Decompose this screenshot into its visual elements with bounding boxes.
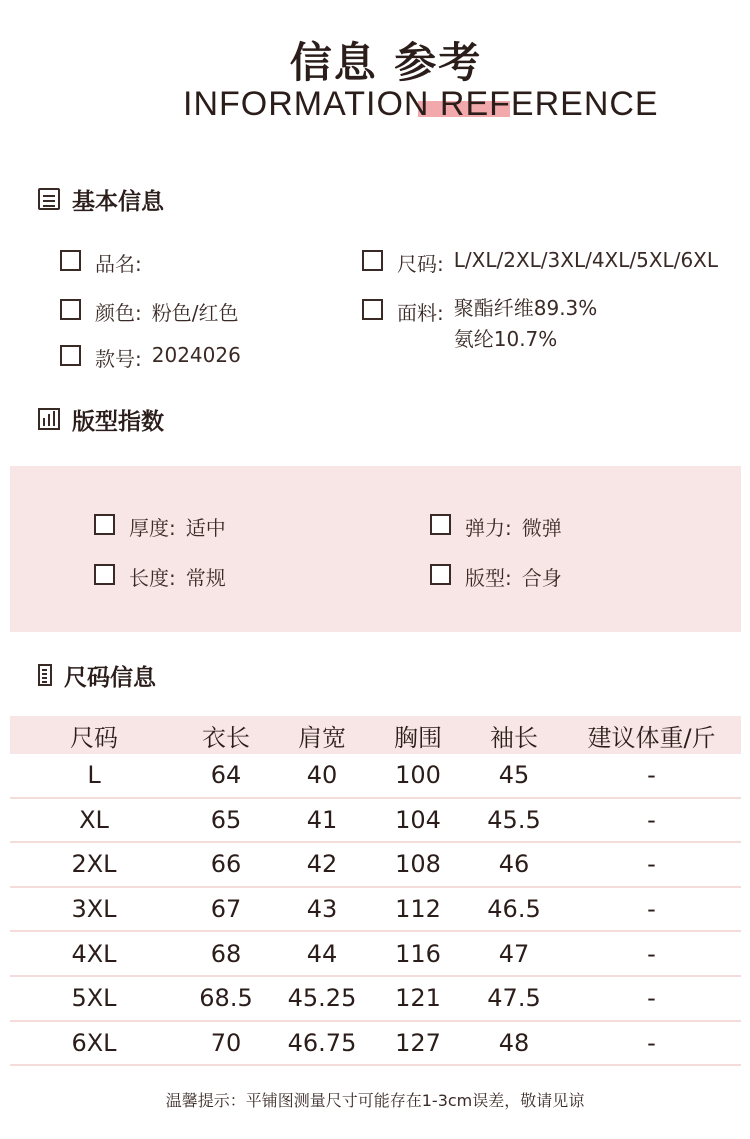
table-cell: 66 [210,850,242,879]
info-item-style-no [60,343,241,372]
table-cell: 2XL [71,850,117,879]
checkbox-icon [94,514,115,535]
table-cell: 6XL [71,1028,117,1057]
info-value: 粉色/红色 [151,301,239,325]
table-cell: - [647,805,656,834]
fabric-line: 聚酯纤维89.3% [453,296,598,320]
checkbox-icon [430,564,451,585]
table-cell: 42 [306,850,338,879]
table-cell: 41 [306,805,338,834]
page-title: 信息 参考 [289,38,483,87]
column-header: 衣长 [202,723,250,752]
info-item-fabric [362,297,597,355]
fit-value: 微弹 [521,516,562,540]
section-basic-info [38,184,164,214]
checkbox-icon [362,299,383,320]
fabric-value [454,293,598,355]
info-label: 款号: [95,347,142,371]
checkbox-icon [94,564,115,585]
document-icon [38,188,60,210]
checkbox-icon [362,250,383,271]
table-row [10,799,741,844]
subtitle-text: INFORMATION REFERENCE [183,85,659,123]
table-cell: 46.75 [287,1028,357,1057]
table-cell: 45 [498,761,530,790]
column-header: 袖长 [490,723,538,752]
info-label: 尺码: [397,252,444,276]
size-table [10,716,741,1066]
info-label: 面料: [397,301,444,325]
info-label: 颜色: [95,301,142,325]
fit-label: 长度: [129,566,176,590]
checkbox-icon [60,250,81,271]
table-cell: 121 [395,984,441,1013]
table-row [10,888,741,933]
fit-value: 适中 [185,516,226,540]
ruler-icon [38,664,52,686]
bar-chart-icon [38,408,60,430]
info-item-name [60,248,152,277]
table-cell: 5XL [71,984,117,1013]
info-value: 2024026 [151,343,241,367]
fit-label: 版型: [465,566,512,590]
fit-item-length [94,562,226,591]
fit-item-thickness [94,512,226,541]
table-row [10,843,741,888]
table-cell: 47 [498,939,530,968]
column-header: 肩宽 [298,723,346,752]
table-cell: 4XL [71,939,117,968]
fit-value: 常规 [185,566,226,590]
table-cell: 104 [395,805,441,834]
table-cell: 45.5 [487,805,541,834]
table-cell: - [647,1028,656,1057]
table-cell: 100 [395,761,441,790]
table-cell: 68.5 [199,984,253,1013]
table-body [10,754,741,1066]
section-size-info [38,660,156,690]
section-title-basic-info: 基本信息 [72,188,164,215]
section-title-size-info: 尺码信息 [64,664,156,691]
table-cell: 3XL [71,895,117,924]
table-cell: 46 [498,850,530,879]
footnote: 温馨提示：平铺图测量尺寸可能存在1-3cm误差，敬请见谅 [165,1091,585,1110]
table-cell: 116 [395,939,441,968]
table-cell: 40 [306,761,338,790]
page-subtitle [183,85,659,125]
table-cell: - [647,850,656,879]
checkbox-icon [430,514,451,535]
fit-index-panel [10,466,741,632]
fit-item-elasticity [430,512,562,541]
table-cell: 45.25 [287,984,357,1013]
checkbox-icon [60,299,81,320]
table-cell: - [647,939,656,968]
checkbox-icon [60,345,81,366]
column-header: 尺码 [70,723,118,752]
fabric-line: 氨纶10.7% [453,327,558,351]
table-cell: 67 [210,895,242,924]
column-header: 胸围 [394,723,442,752]
fit-label: 厚度: [129,516,176,540]
table-cell: 65 [210,805,242,834]
table-cell: 64 [210,761,242,790]
fit-value: 合身 [521,566,562,590]
table-cell: 108 [395,850,441,879]
table-cell: 47.5 [487,984,541,1013]
table-row [10,754,741,799]
table-cell: XL [79,805,109,834]
table-cell: 46.5 [487,895,541,924]
column-header: 建议体重/斤 [587,723,716,752]
table-cell: 127 [395,1028,441,1057]
info-label: 品名: [95,252,142,276]
table-cell: 48 [498,1028,530,1057]
fit-item-fit [430,562,562,591]
section-fit-index [38,404,164,434]
table-cell: L [87,761,101,790]
table-row [10,1022,741,1067]
info-item-size [362,248,718,277]
info-item-color [60,297,239,326]
table-cell: 68 [210,939,242,968]
section-title-fit-index: 版型指数 [72,408,164,435]
table-header-row [10,716,741,754]
table-cell: 44 [306,939,338,968]
table-cell: - [647,761,656,790]
table-cell: 112 [395,895,441,924]
table-cell: 43 [306,895,338,924]
table-row [10,932,741,977]
fit-label: 弹力: [465,516,512,540]
table-row [10,977,741,1022]
table-cell: - [647,984,656,1013]
table-cell: 70 [210,1028,242,1057]
table-cell: - [647,895,656,924]
info-value: L/XL/2XL/3XL/4XL/5XL/6XL [453,248,719,272]
